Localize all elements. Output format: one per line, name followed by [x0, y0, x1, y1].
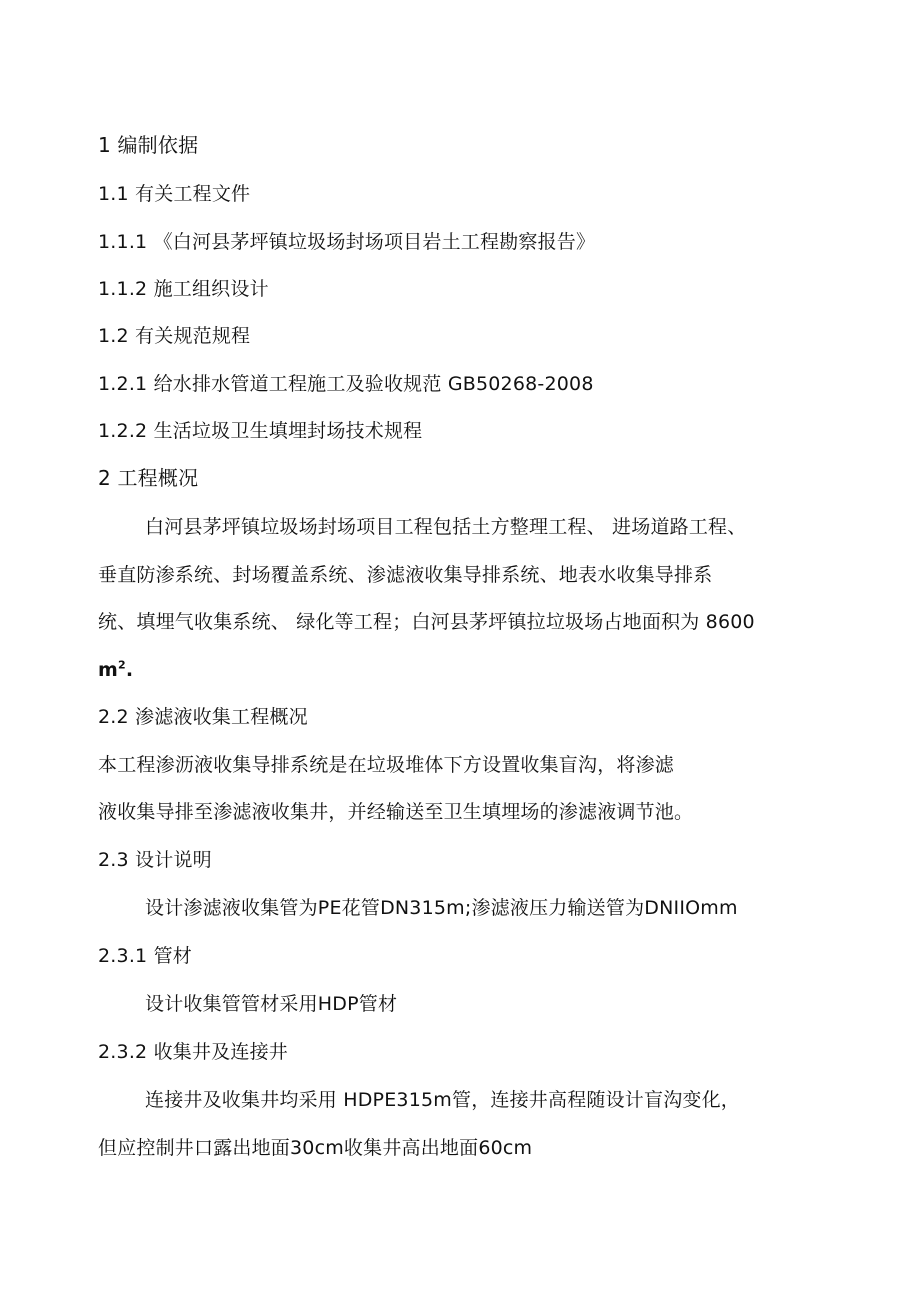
design-description: 设计渗滤液收集管为PE花管DN315m;渗滤液压力输送管为DNIIOmm	[145, 897, 738, 919]
heading-2-3-2: 2.3.2 收集井及连接井	[98, 1041, 288, 1063]
heading-1-1-2: 1.1.2 施工组织设计	[98, 278, 269, 300]
overview-paragraph-line-2: 垂直防渗系统、封场覆盖系统、渗滤液收集导排系统、地表水收集导排系	[98, 564, 713, 586]
area-unit	[98, 657, 133, 683]
leachate-paragraph-line-2: 液收集导排至渗滤液收集井，并经输送至卫生填埋场的渗滤液调节池。	[98, 801, 694, 823]
area-unit-suffix: .	[125, 659, 134, 681]
heading-2: 2 工程概况	[98, 466, 199, 490]
well-paragraph-line-1: 连接井及收集井均采用 HDPE315m管，连接井高程随设计盲沟变化，	[145, 1089, 740, 1111]
area-unit-superscript: 2	[118, 658, 126, 672]
heading-1-2-2: 1.2.2 生活垃圾卫生填埋封场技术规程	[98, 420, 423, 442]
heading-2-2: 2.2 渗滤液收集工程概况	[98, 706, 308, 728]
heading-2-3: 2.3 设计说明	[98, 849, 212, 871]
heading-1-1: 1.1 有关工程文件	[98, 183, 251, 205]
heading-1-2-1: 1.2.1 给水排水管道工程施工及验收规范 GB50268-2008	[98, 373, 594, 395]
area-unit-text: m	[98, 659, 118, 681]
leachate-paragraph-line-1: 本工程渗沥液收集导排系统是在垃圾堆体下方设置收集盲沟，将渗滤	[98, 754, 675, 776]
heading-2-3-1: 2.3.1 管材	[98, 945, 192, 967]
overview-paragraph-line-1: 白河县茅坪镇垃圾场封场项目工程包括土方整理工程、 进场道路工程、	[145, 516, 747, 538]
heading-1: 1 编制依据	[98, 133, 199, 157]
well-paragraph-line-2: 但应控制井口露出地面30cm收集井高出地面60cm	[98, 1137, 533, 1159]
pipe-material-text: 设计收集管管材采用HDP管材	[145, 993, 398, 1015]
heading-1-1-1: 1.1.1 《白河县茅坪镇垃圾场封场项目岩土工程勘察报告》	[98, 231, 596, 253]
heading-1-2: 1.2 有关规范规程	[98, 325, 251, 347]
overview-paragraph-line-3: 统、填埋气收集系统、 绿化等工程；白河县茅坪镇拉垃圾场占地面积为 8600	[98, 611, 755, 633]
